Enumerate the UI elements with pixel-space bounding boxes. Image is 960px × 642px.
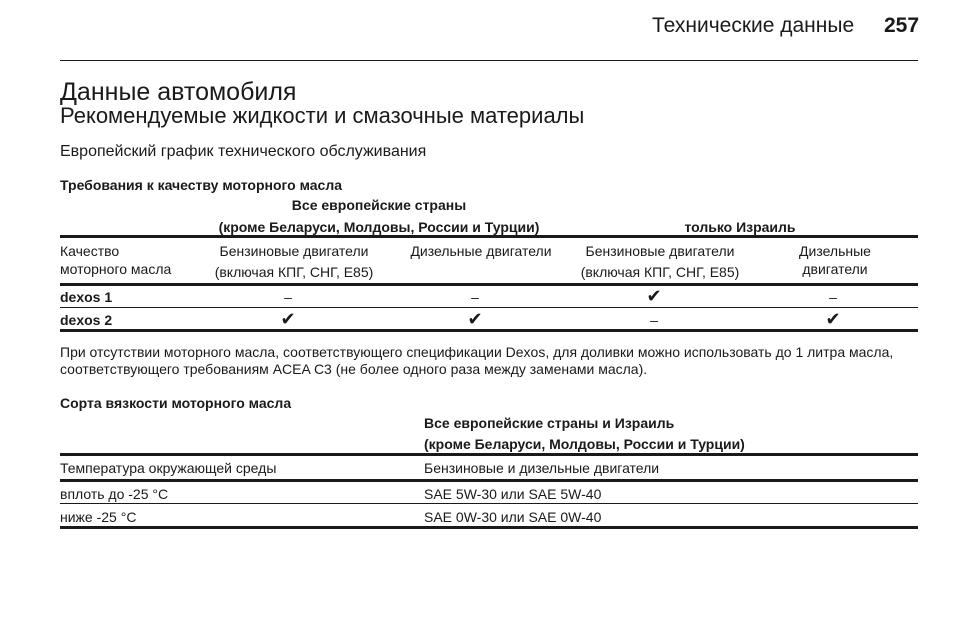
table-row-label: dexos 2 <box>60 312 113 328</box>
table-rule <box>60 329 918 332</box>
table-cell: – <box>650 312 658 328</box>
group-eu-line1: Все европейские страны <box>291 197 467 213</box>
page-number: 257 <box>884 14 920 37</box>
table-rule <box>60 283 918 286</box>
col-petrol-il-sub: (включая КПГ, СНГ, E85) <box>580 264 740 280</box>
row-header-line2: моторного масла <box>60 261 172 277</box>
col-engines: Бензиновые и дизельные двигатели <box>424 460 660 476</box>
heading-fluids-lubricants: Рекомендуемые жидкости и смазочные материалы <box>60 103 585 128</box>
row-header-line1: Качество <box>60 243 120 259</box>
col-diesel-il-line2: двигатели <box>802 261 868 277</box>
col-diesel-eu: Дизельные двигатели <box>410 243 552 259</box>
check-icon: ✔ <box>467 309 483 329</box>
group-eu-line2: (кроме Беларуси, Молдовы, России и Турции) <box>218 219 540 235</box>
heading-vehicle-data: Данные автомобиля <box>60 78 297 106</box>
table-cell: – <box>471 289 479 305</box>
group-israel: только Израиль <box>684 219 796 235</box>
dexos-note: При отсутствии моторного масла, соответствующего спецификации Dexos, для доливки можно использовать до 1 литра масла, соответствующего требованиям ACEA C3 (не более одного раза между заменами масла). <box>60 344 894 377</box>
table-row-temp: ниже -25 °C <box>60 509 137 525</box>
table-rule <box>60 453 918 456</box>
table-rule <box>60 307 918 308</box>
col-petrol-il: Бензиновые двигатели <box>585 243 735 259</box>
col-petrol-eu: Бензиновые двигатели <box>219 243 369 259</box>
table-row-temp: вплоть до -25 °C <box>60 486 169 502</box>
heading-oil-viscosity: Сорта вязкости моторного масла <box>60 395 292 411</box>
table-rule <box>60 235 918 238</box>
check-icon: ✔ <box>280 309 296 329</box>
table-rule <box>60 526 918 529</box>
table-rule <box>60 479 918 482</box>
col-ambient-temp: Температура окружающей среды <box>60 460 277 476</box>
page-header-title: Технические данные <box>652 14 855 37</box>
heading-service-schedule: Европейский график технического обслуживания <box>60 143 427 160</box>
check-icon: ✔ <box>825 309 841 329</box>
table-rule <box>60 503 918 504</box>
col-petrol-eu-sub: (включая КПГ, СНГ, E85) <box>214 264 374 280</box>
col-diesel-il-line1: Дизельные <box>799 243 871 259</box>
viscosity-group-line1: Все европейские страны и Израиль <box>424 415 675 431</box>
header-divider <box>60 60 918 61</box>
table-row-grade: SAE 5W-30 или SAE 5W-40 <box>424 486 602 502</box>
table-row-grade: SAE 0W-30 или SAE 0W-40 <box>424 509 602 525</box>
viscosity-group-line2: (кроме Беларуси, Молдовы, России и Турции) <box>424 436 745 452</box>
heading-oil-quality: Требования к качеству моторного масла <box>60 177 343 193</box>
table-cell: – <box>829 289 837 305</box>
table-cell: – <box>284 289 292 305</box>
table-row-label: dexos 1 <box>60 289 113 305</box>
check-icon: ✔ <box>646 286 662 306</box>
